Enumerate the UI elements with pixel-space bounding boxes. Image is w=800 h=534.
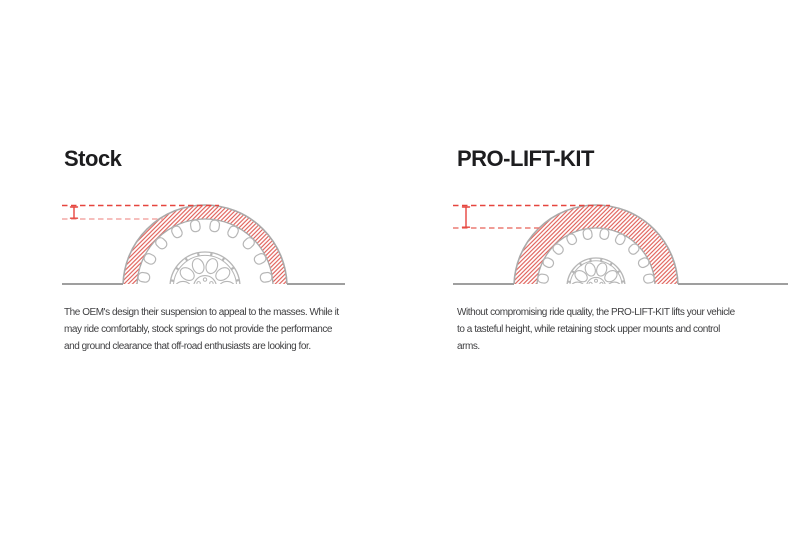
- panel-description-stock: [64, 304, 339, 355]
- panel-stock: [55, 140, 401, 400]
- hub-center-cap: [203, 285, 208, 290]
- description-line: may ride comfortably, stock springs do not provide the performance: [64, 324, 333, 335]
- pro-lift-kit-tire-diagram: [450, 195, 796, 295]
- description-line: and ground clearance that off-road enthusiasts are looking for.: [64, 341, 311, 352]
- tire-illustration: [514, 205, 678, 295]
- description-line: Without compromising ride quality, the PRO-LIFT-KIT lifts your vehicle: [457, 307, 735, 318]
- panel-heading-stock: Stock: [64, 146, 122, 171]
- description-line: arms.: [457, 341, 480, 352]
- panel-heading-pro-lift-kit: PRO-LIFT-KIT: [457, 146, 594, 171]
- hub-ring: [194, 276, 217, 295]
- hub-center-cap: [594, 285, 598, 289]
- lift-measurement-bracket: [71, 207, 78, 218]
- lift-measurement-bracket: [463, 207, 470, 227]
- description-line: to a tasteful height, while retaining stock upper mounts and control: [457, 324, 720, 335]
- panel-description-pro-lift-kit: [457, 304, 735, 355]
- description-line: The OEM's design their suspension to appeal to the masses. While it: [64, 307, 339, 318]
- stock-tire-diagram: [55, 195, 385, 295]
- hub-ring: [586, 277, 605, 295]
- panel-pro-lift-kit: [450, 140, 796, 400]
